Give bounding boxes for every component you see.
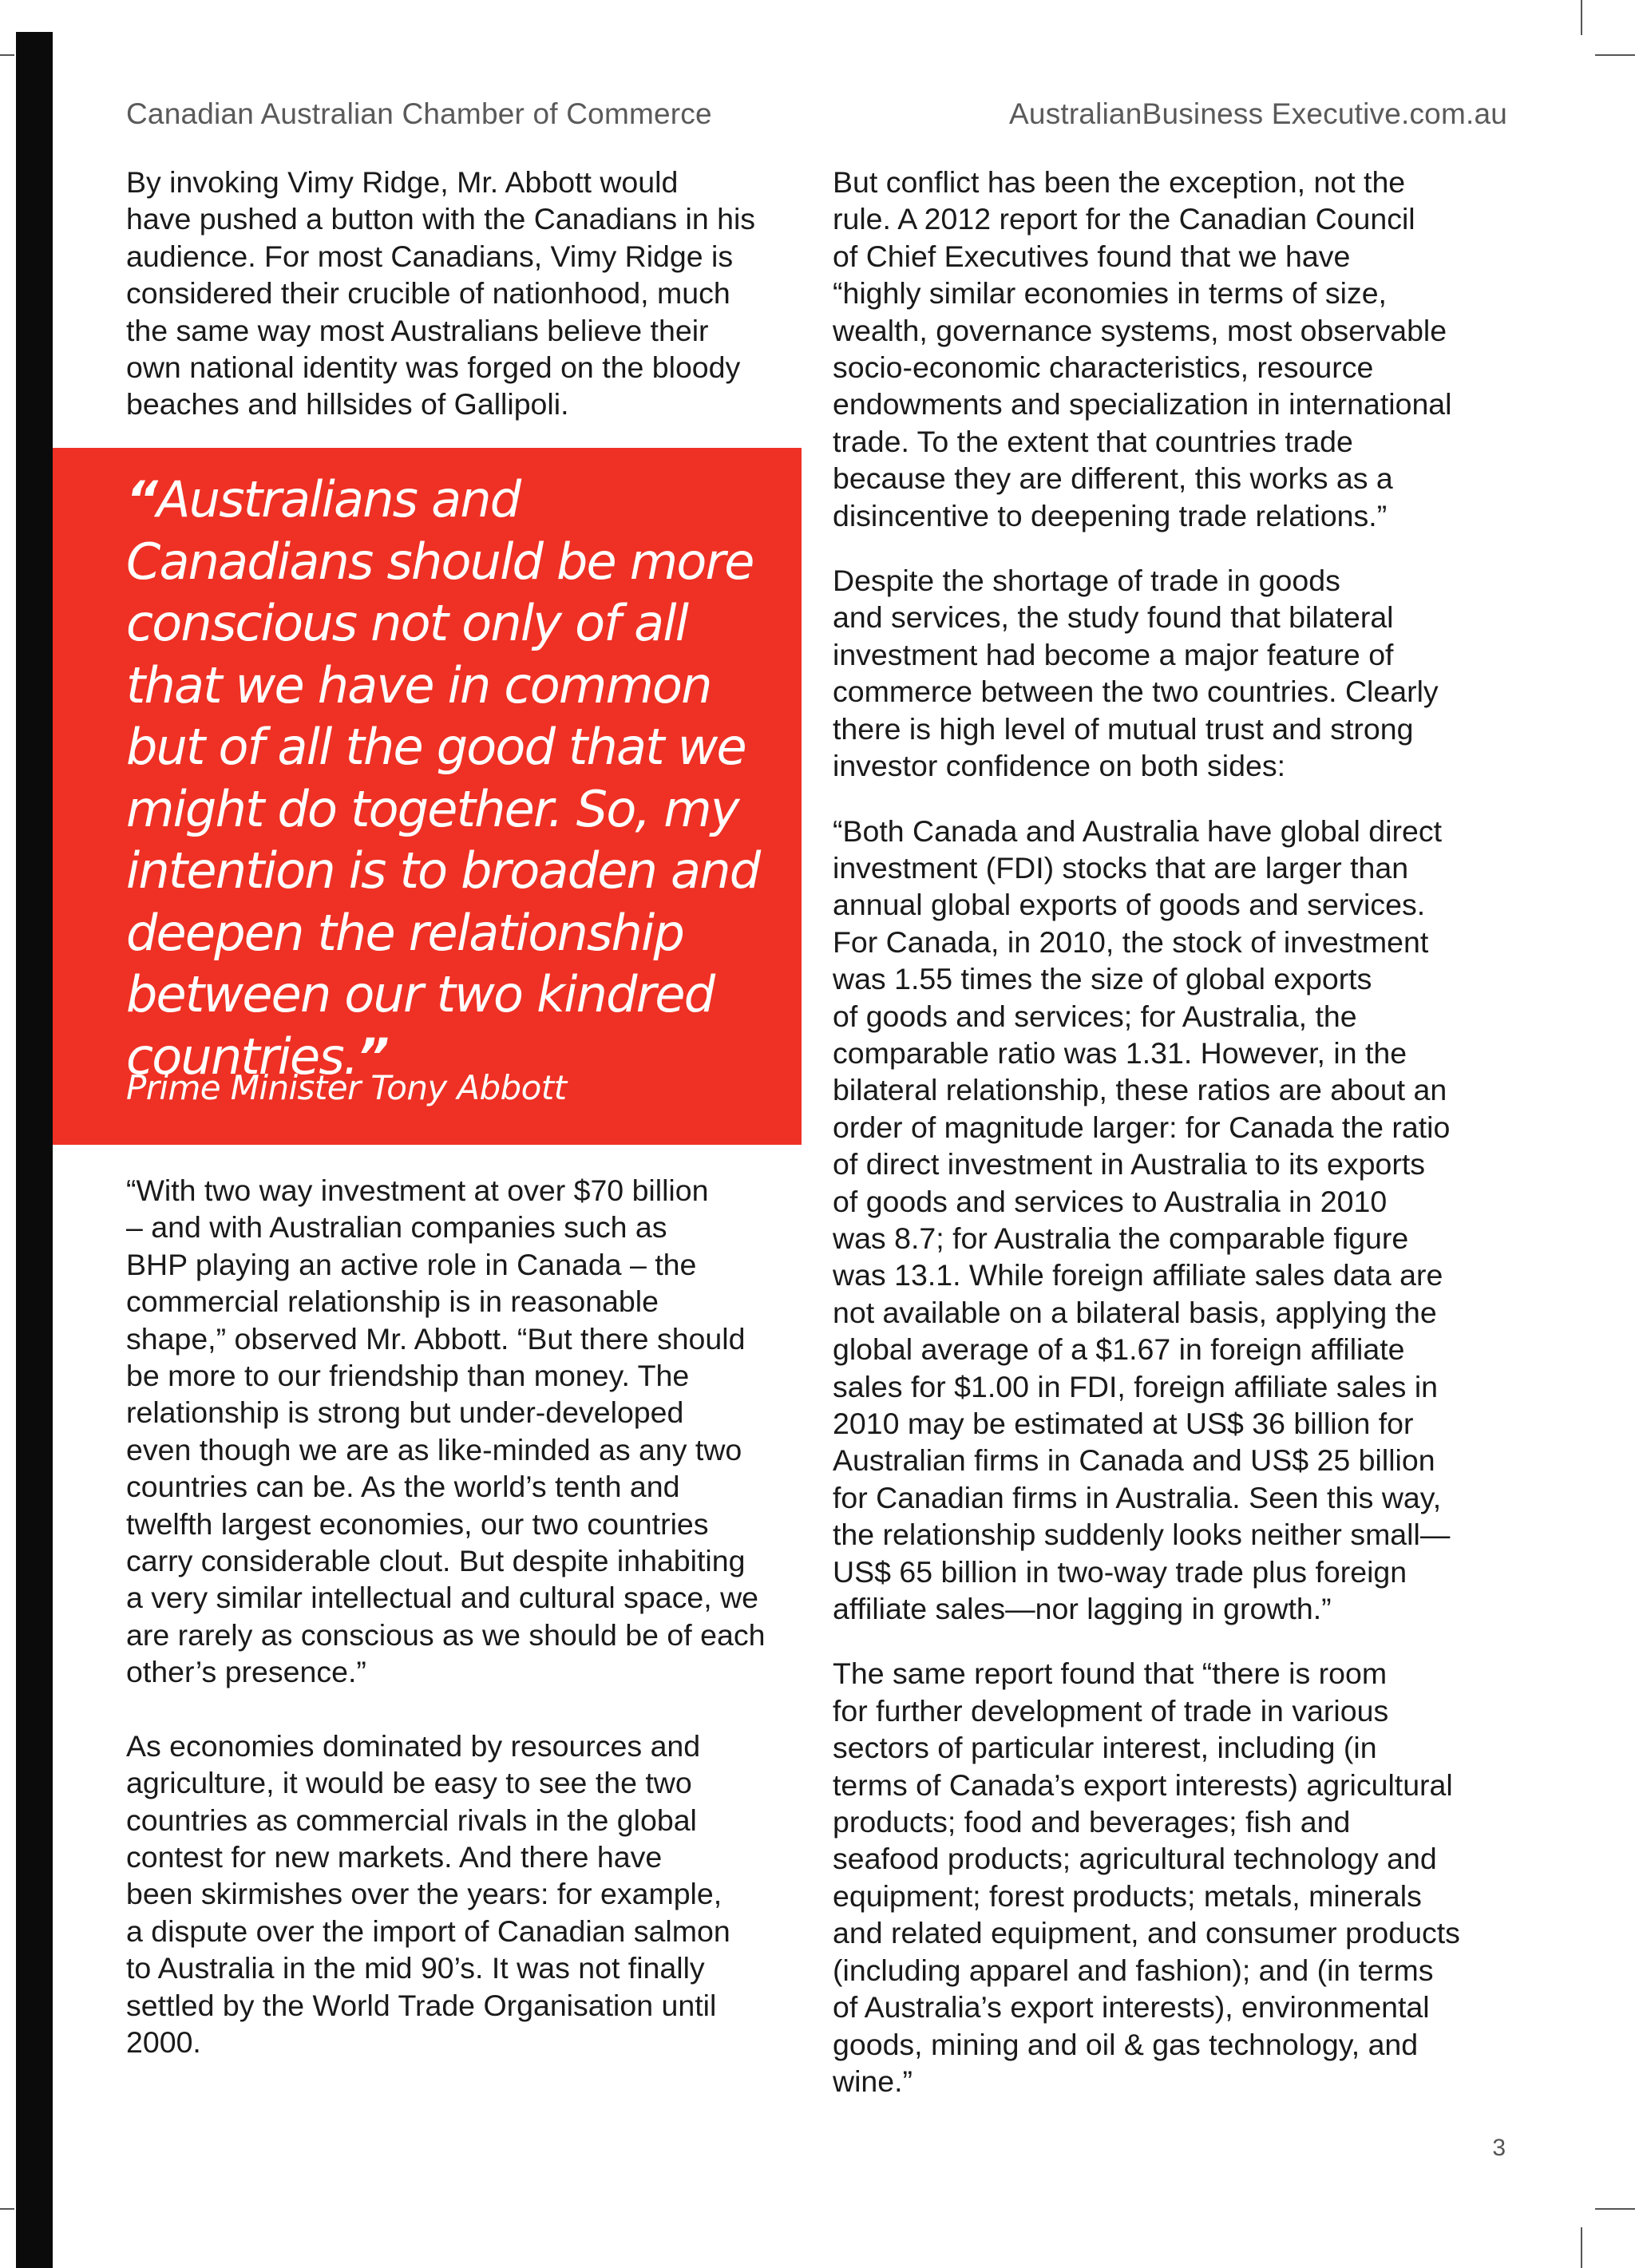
crop-mark [1581, 2227, 1582, 2268]
quote-body: Australians and Canadians should be more conscious not only of all that we have in common but of all the good that we might do together. So, my intention is to broaden and deepen the relationship between our two kindred countries. [126, 470, 760, 1086]
crop-mark [1595, 54, 1635, 56]
page-number: 3 [1492, 2135, 1506, 2161]
website-url: AustralianBusiness Executive.com.au [1009, 97, 1507, 130]
pull-quote-text [126, 469, 797, 1087]
paragraph: As economies dominated by resources and agriculture, it would be easy to see the two countries as commercial rivals in the global contest for new markets. And there have been skirmishes over the years: for example, a dispute over the import of Canadian salmon to Australia in the mid 90’s. It was not finally settled by the World Trade Organisation until 2000. [126, 1728, 730, 2059]
paragraph: By invoking Vimy Ridge, Mr. Abbott would have pushed a button with the Canadians in his audience. For most Canadians, Vimy Ridge is considered their crucible of nationhood, much the same way most Australians believe their own national identity was forged on the bloody beaches and hillsides of Gallipoli. [126, 165, 756, 422]
paragraph: “Both Canada and Australia have global direct investment (FDI) stocks that are larger than annual global exports of goods and services. For Canada, in 2010, the stock of investment was 1.55 times the size of global exports of goods and services; for Australia, the comparable ratio was 1.31. However, in the bilateral relationship, these ratios are about an order of magnitude larger: for Canada the ratio of direct investment in Australia to its exports of goods and services to Australia in 2010 was 8.7; for Australia the comparable figure was 13.1. While foreign affiliate sales data are not available on a bilateral basis, applying the global average of a $1.67 in foreign affiliate sales for $1.00 in FDI, foreign affiliate sales in 2010 may be estimated at US$ 36 billion for Australian firms in Canada and US$ 25 billion for Canadian firms in Australia. Seen this way, the relationship suddenly looks neither small— US$ 65 billion in two-way trade plus foreign affiliate sales—nor lagging in growth.” [833, 813, 1451, 1626]
paragraph: “With two way investment at over $70 billion – and with Australian companies such as BHP playing an active role in Canada – the commercial relationship is in reasonable shape,” observed Mr. Abbott. “But there should be more to our friendship than money. The relationship is strong but under-developed even though we are as like-minded as any two countries can be. As the world’s tenth and twelfth largest economies, our two countries carry considerable clout. But despite inhabiting a very similar intellectual and cultural space, we are rarely as conscious as we should be of each other’s presence.” [126, 1174, 766, 1689]
paragraph: The same report found that “there is room for further development of trade in various sectors of particular interest, including (in terms of Canada’s export interests) agricultural products; food and beverages; fish and seafood products; agricultural technology and equipment; forest products; metals, minerals and related equipment, and consumer products (including apparel and fashion); and (in terms of Australia’s export interests), environmental goods, mining and oil & gas technology, and wine.” [833, 1656, 1460, 2098]
paragraph: Despite the shortage of trade in goods and services, the study found that bilateral investment had become a major feature of commerce between the two countries. Clearly there is high level of mutual trust and strong investor confidence on both sides: [833, 564, 1439, 783]
publisher-name: Canadian Australian Chamber of Commerce [126, 97, 712, 130]
crop-mark [1595, 2208, 1635, 2210]
open-quote-mark: “ [126, 470, 157, 528]
close-quote-mark: ” [357, 1027, 388, 1086]
pull-quote-box [53, 448, 802, 1145]
crop-mark [0, 2208, 14, 2210]
paragraph: But conflict has been the exception, not the rule. A 2012 report for the Canadian Council of Chief Executives found that we have “highly similar economies in terms of size, wealth, governance systems, most observable socio-economic characteristics, resource endowments and specialization in international trade. To the extent that countries trade because they are different, this works as a disincentive to deepening trade relations.” [833, 165, 1452, 532]
left-column-intro [126, 164, 813, 423]
page-spine-bar [16, 32, 53, 2268]
quote-attribution: Prime Minister Tony Abbott [126, 1068, 567, 1107]
right-column-body [833, 164, 1519, 2100]
crop-mark [1581, 0, 1582, 35]
left-column-body [126, 1172, 813, 2060]
crop-mark [0, 54, 14, 56]
